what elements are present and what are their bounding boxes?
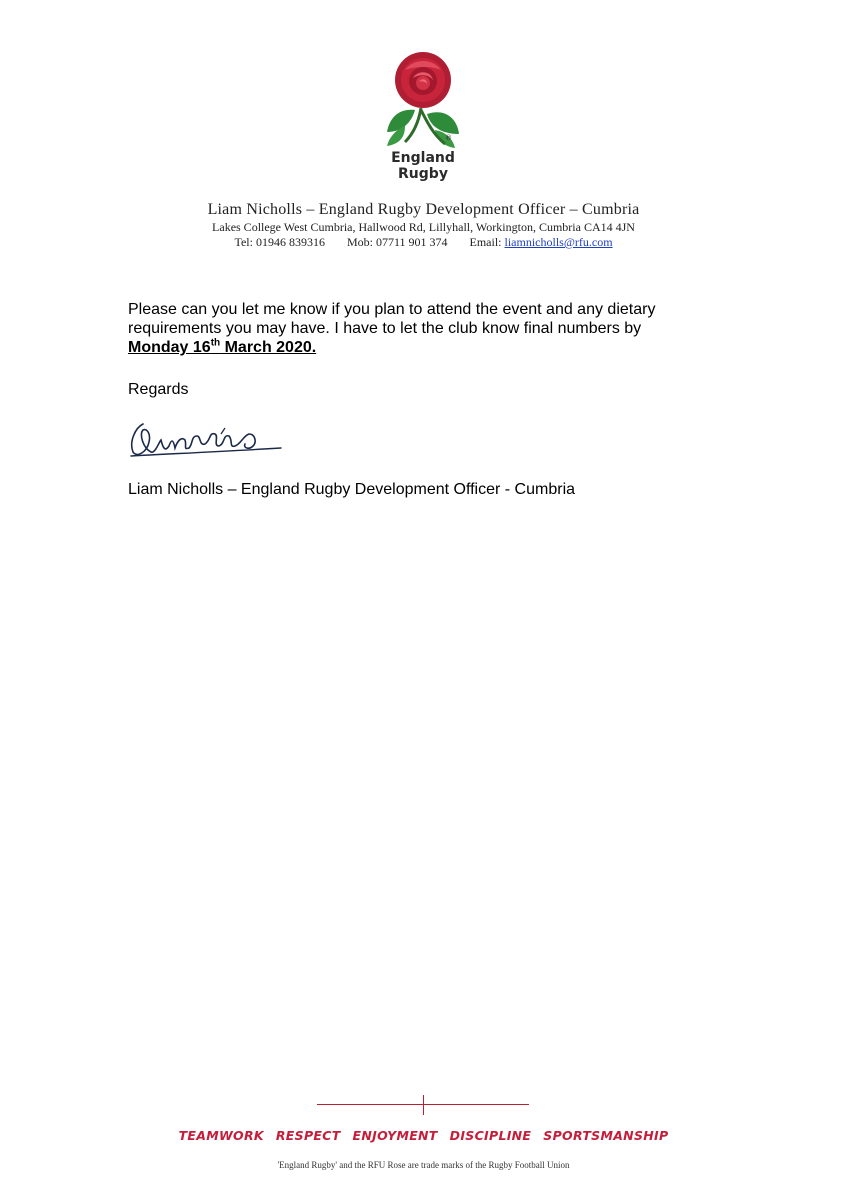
logo-text-england: England: [391, 150, 455, 166]
handwritten-signature: [125, 418, 285, 464]
svg-text:®: ®: [445, 134, 452, 142]
rose-icon: [375, 48, 471, 150]
letter-paragraph: [128, 300, 748, 357]
letterhead-address: Lakes College West Cumbria, Hallwood Rd, Lillyhall, Workington, Cumbria CA14 4JN: [212, 220, 635, 234]
core-values: [0, 1128, 847, 1143]
value-teamwork: TEAMWORK: [178, 1128, 264, 1143]
footer-divider-tick: [423, 1095, 424, 1115]
value-respect: RESPECT: [275, 1128, 341, 1143]
england-rugby-logo: [375, 48, 471, 188]
logo-text-rugby: Rugby: [398, 166, 448, 182]
value-sportsmanship: SPORTSMANSHIP: [543, 1128, 669, 1143]
signoff-text: Liam Nicholls – England Rugby Development Officer - Cumbria: [128, 481, 576, 498]
email-link[interactable]: liamnicholls@rfu.com: [504, 235, 613, 249]
letter-paragraph-text: Please can you let me know if you plan to attend the event and any dietary requirements you may have. I have to let the club know final numbers by: [128, 301, 656, 337]
value-discipline: DISCIPLINE: [449, 1128, 532, 1143]
telephone-number: Tel: 01946 839316: [234, 235, 325, 249]
deadline-date: Monday 16th March 2020.: [128, 337, 317, 356]
value-enjoyment: ENJOYMENT: [352, 1128, 438, 1143]
letterhead-contacts: [0, 235, 847, 250]
letterhead-title: Liam Nicholls – England Rugby Development Officer – Cumbria: [207, 201, 640, 218]
email-label: Email:: [469, 235, 502, 249]
regards-text: Regards: [128, 381, 189, 398]
trademark-notice: 'England Rugby' and the RFU Rose are trade marks of the Rugby Football Union: [277, 1160, 570, 1170]
mobile-number: Mob: 07711 901 374: [346, 235, 448, 249]
